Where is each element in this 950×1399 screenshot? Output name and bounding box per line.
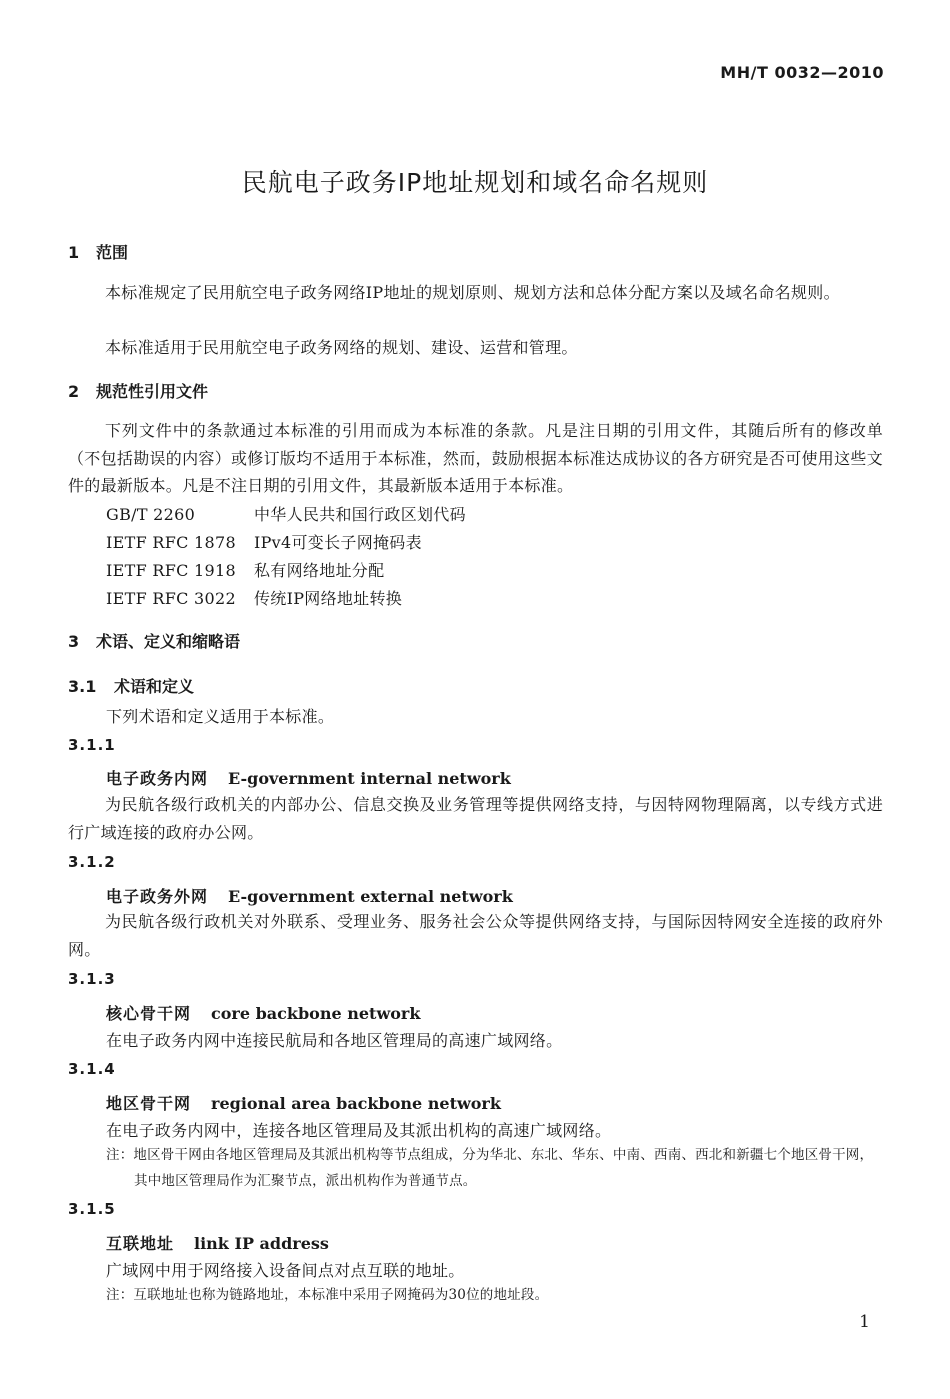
term-english: E-government internal network	[228, 769, 511, 788]
clause-number: 3.1.5	[68, 1200, 116, 1218]
term-note	[106, 1142, 884, 1194]
reference-item	[106, 586, 402, 609]
section-number: 1	[68, 243, 80, 262]
section-number: 3	[68, 632, 80, 651]
reference-code: IETF RFC 1918	[106, 561, 236, 580]
term-heading	[106, 1231, 329, 1254]
term-english: E-government external network	[228, 887, 513, 906]
section-title: 范围	[96, 243, 129, 262]
reference-name: 中华人民共和国行政区划代码	[254, 505, 466, 524]
term-chinese: 电子政务内网	[106, 769, 209, 788]
reference-item	[106, 530, 422, 553]
term-chinese: 互联地址	[106, 1234, 175, 1253]
standard-code: MH/T 0032—2010	[720, 63, 884, 82]
section-title: 术语和定义	[114, 677, 195, 696]
reference-code: IETF RFC 1878	[106, 533, 236, 552]
reference-item	[106, 558, 384, 581]
section-number: 3.1	[68, 677, 97, 696]
reference-code: GB/T 2260	[106, 505, 196, 524]
scope-paragraph-2: 本标准适用于民用航空电子政务网络的规划、建设、运营和管理。	[105, 338, 578, 357]
clause-number: 3.1.2	[68, 853, 116, 871]
reference-name: 私有网络地址分配	[254, 561, 385, 580]
page-number: 1	[859, 1312, 870, 1332]
references-intro: 下列文件中的条款通过本标准的引用而成为本标准的条款。凡是注日期的引用文件，其随后所有的修改单（不包括勘误的内容）或修订版均不适用于本标准，然而，鼓励根据本标准达成协议的各方研究是否可使用这些文件的最新版本。凡是不注日期的引用文件，其最新版本适用于本标准。	[68, 421, 884, 495]
section-1-heading	[68, 240, 128, 263]
term-definition: 广域网中用于网络接入设备间点对点互联的地址。	[106, 1261, 465, 1280]
section-2-heading	[68, 379, 208, 402]
term-definition: 为民航各级行政机关对外联系、受理业务、服务社会公众等提供网络支持，与国际因特网安全连接的政府外网。	[68, 912, 883, 959]
clause-number: 3.1.3	[68, 970, 116, 988]
scope-paragraph-1: 本标准规定了民用航空电子政务网络IP地址的规划原则、规划方法和总体分配方案以及域名命名规则。	[105, 283, 840, 302]
term-heading	[106, 1091, 501, 1114]
term-definition: 在电子政务内网中连接民航局和各地区管理局的高速广域网络。	[106, 1031, 563, 1050]
term-chinese: 地区骨干网	[106, 1094, 192, 1113]
term-chinese: 电子政务外网	[106, 887, 209, 906]
section-number: 2	[68, 382, 80, 401]
reference-item	[106, 502, 466, 525]
section-3-1-heading	[68, 674, 194, 697]
definitions-intro: 下列术语和定义适用于本标准。	[106, 707, 335, 726]
term-english: regional area backbone network	[211, 1094, 501, 1113]
term-english: core backbone network	[211, 1004, 421, 1023]
section-3-heading	[68, 629, 240, 652]
term-definition: 在电子政务内网中，连接各地区管理局及其派出机构的高速广域网络。	[106, 1121, 612, 1140]
term-heading	[106, 766, 511, 789]
reference-code: IETF RFC 3022	[106, 589, 236, 608]
term-definition: 为民航各级行政机关的内部办公、信息交换及业务管理等提供网络支持，与因特网物理隔离，以专线方式进行广域连接的政府办公网。	[68, 795, 883, 842]
term-note	[106, 1282, 884, 1308]
note-text: 注：地区骨干网由各地区管理局及其派出机构等节点组成，分为华北、东北、华东、中南、西南、西北和新疆七个地区骨干网，其中地区管理局作为汇聚节点，派出机构作为普通节点。	[106, 1147, 874, 1189]
document-title: 民航电子政务IP地址规划和域名命名规则	[241, 168, 709, 197]
reference-name: 传统IP网络地址转换	[254, 589, 403, 608]
reference-name: IPv4可变长子网掩码表	[254, 533, 422, 552]
term-heading	[106, 884, 513, 907]
term-chinese: 核心骨干网	[106, 1004, 192, 1023]
term-heading	[106, 1001, 420, 1024]
term-english: link IP address	[194, 1234, 329, 1253]
note-text: 注：互联地址也称为链路地址，本标准中采用子网掩码为30位的地址段。	[106, 1287, 549, 1303]
clause-number: 3.1.1	[68, 736, 116, 754]
clause-number: 3.1.4	[68, 1060, 116, 1078]
section-title: 规范性引用文件	[96, 382, 209, 401]
section-title: 术语、定义和缩略语	[96, 632, 241, 651]
